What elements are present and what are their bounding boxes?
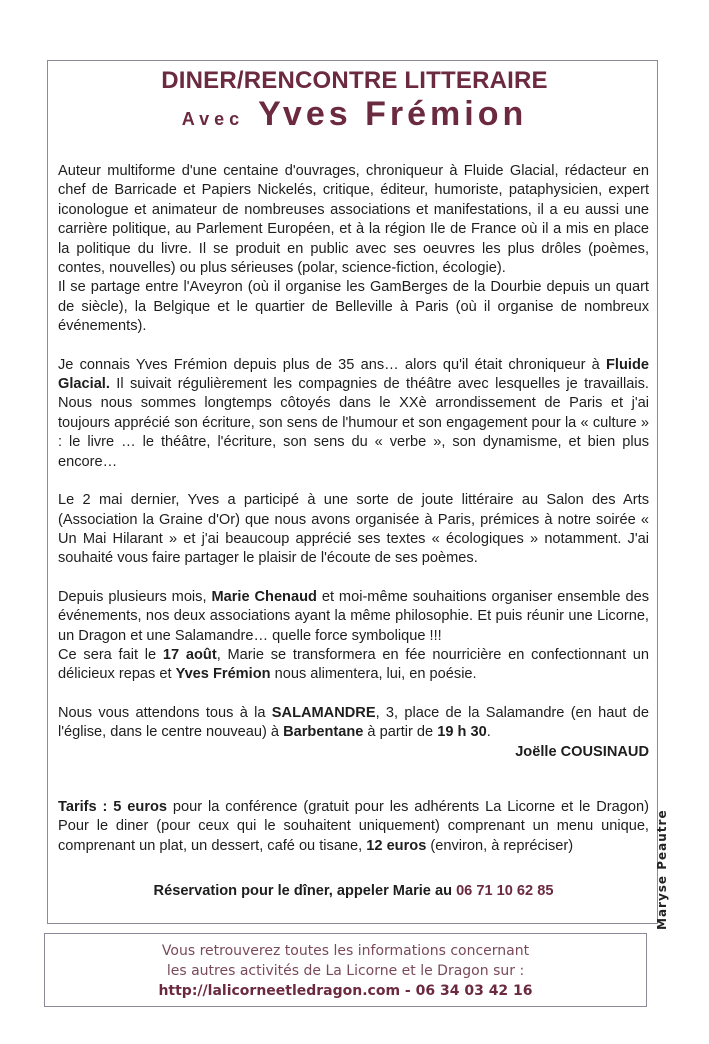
paragraph-salon: Le 2 mai dernier, Yves a participé à une sorte de joute littéraire au Salon des Arts (Association la Graine d'Or) que nous avons organisée à Paris, prémices à notre soirée « Un Mai Hilarant » et j'ai beaucoup apprécié ses textes « écologiques » notamment. J'ai souhaité vous faire partager le plaisir de l'écoute de ses poèmes. [58, 492, 649, 567]
page-title: DINER/RENCONTRE LITTERAIRE [161, 67, 548, 94]
paragraph-partnership: Depuis plusieurs mois, Marie Chenaud et moi-même souhaitions organiser ensemble des événements, nos deux associations ayant la même philosophie. Et puis réunir une Licorne, un Dragon et une Salamandre… quelle force symbolique !!! [58, 588, 649, 644]
footer-line-2: les autres activités de La Licorne et le Dragon sur : [166, 963, 525, 979]
page-subtitle [0, 95, 709, 134]
footer-link[interactable]: http://lalicorneetledragon.com - 06 34 03 42 16 [158, 983, 533, 999]
paragraph-residence: Il se partage entre l'Aveyron (où il organise les GamBerges de la Dourbie depuis un quart de siècle), la Belgique et le quartier de Belleville à Paris (où il organise de nombreux événements). [58, 279, 649, 335]
reservation-phone: 06 71 10 62 85 [456, 883, 554, 900]
paragraph-venue: Nous vous attendons tous à la SALAMANDRE, 3, place de la Salamandre (en haut de l'église, dans le centre nouveau) à Barbentane à partir de 19 h 30. [58, 704, 650, 741]
article-body [58, 162, 649, 902]
footer-info [44, 941, 647, 1001]
author-credit: Maryse Peautre [655, 809, 669, 930]
paragraph-tarifs: Tarifs : 5 euros pour la conférence (gratuit pour les adhérents La Licorne et le Dragon) Pour le diner (pour ceux qui le souhaitent uniquement) comprenant un menu unique, comprenant un plat, un dessert, café ou tisane, 12 euros (environ, à repréciser) [58, 798, 649, 854]
author-name: Yves Frémion [258, 95, 528, 133]
paragraph-bio: Auteur multiforme d'une centaine d'ouvrages, chroniqueur à Fluide Glacial, rédacteur en chef de Barricade et Papiers Nickelés, critique, éditeur, humoriste, pataphysicien, expert iconologue et animateur de nombreuses associations et manifestations, il a eu aussi une carrière politique, au Parlement Européen, et à la région Ile de France où il a mis en place la politique du livre. Il se produit en public avec ses oeuvres les plus drôles (poèmes, contes, nouvelles) ou plus sérieuses (polar, science-fiction, écologie). [58, 163, 649, 277]
footer-line-1: Vous retrouverez toutes les informations concernant [161, 943, 530, 959]
avec-label: Avec [181, 109, 245, 129]
reservation-line: Réservation pour le dîner, appeler Marie au 06 71 10 62 85 [153, 883, 554, 900]
paragraph-acquaintance: Je connais Yves Frémion depuis plus de 35 ans… alors qu'il était chroniqueur à Fluide Glacial. Il suivait régulièrement les compagnies de théâtre avec lesquelles je travaillais. Nous nous sommes longtemps côtoyés dans le XXè arrondissement de Paris et j'ai toujours apprécié son écriture, son sens de l'humour et son engagement pour la « culture » : le livre … le théâtre, l'écriture, son sens du « verbe », son dynamisme, et bien plus encore… [58, 356, 649, 470]
paragraph-event: Ce sera fait le 17 août, Marie se transformera en fée nourricière en confectionnant un délicieux repas et Yves Frémion nous alimentera, lui, en poésie. [58, 646, 649, 683]
signature: Joëlle COUSINAUD [515, 743, 649, 760]
